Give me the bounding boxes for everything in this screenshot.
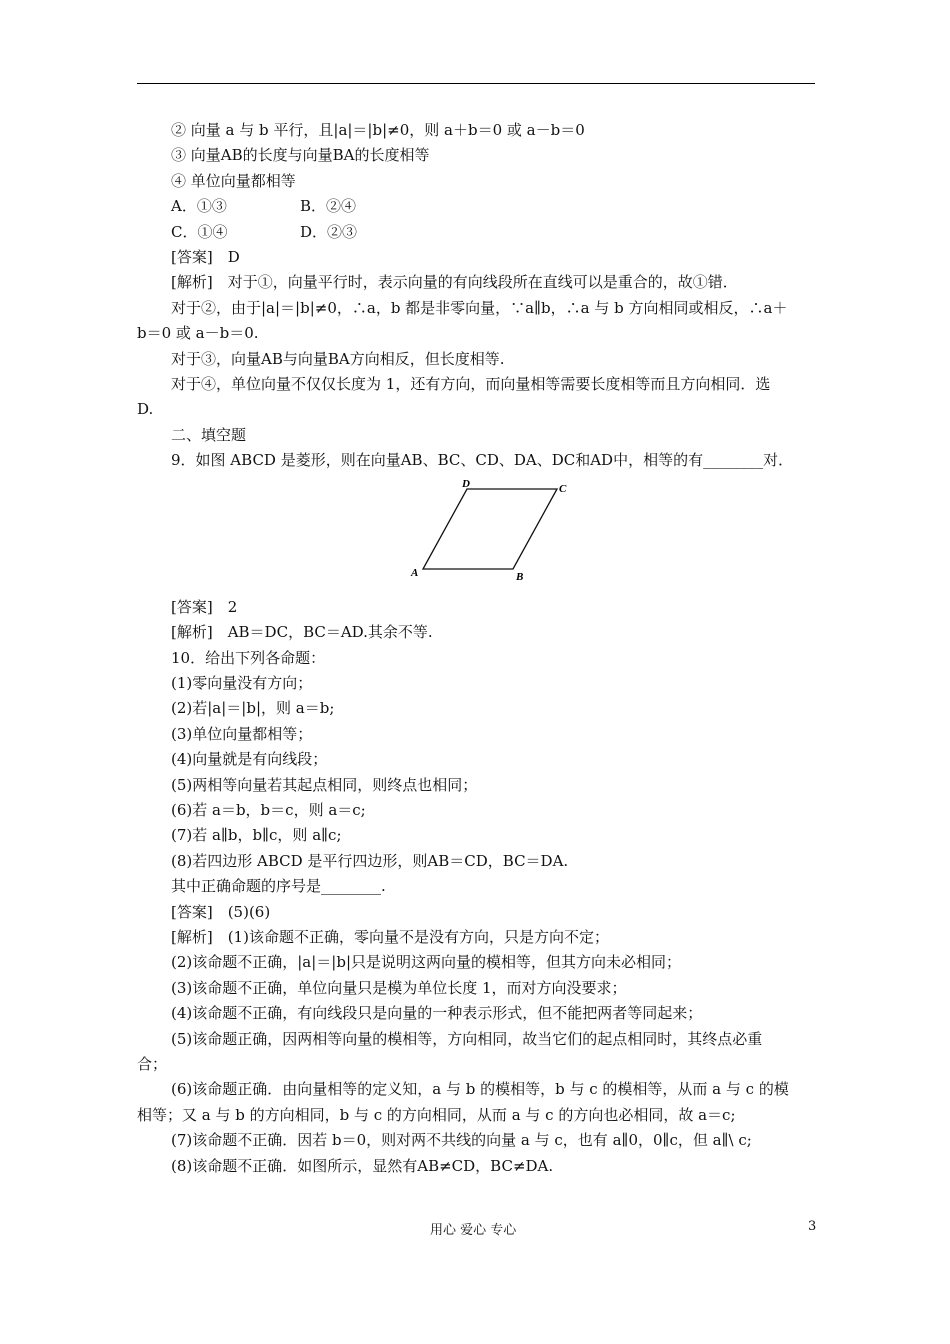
explanation-4: (4)该命题不正确，有向线段只是向量的一种表示形式，但不能把两者等同起来； [171, 1004, 703, 1023]
question-10-prompt: 其中正确命题的序号是________. [171, 877, 386, 896]
proposition-7: (7)若 a∥b，b∥c，则 a∥c; [171, 826, 342, 845]
options-row-2 [137, 220, 815, 245]
footer-motto: 用心 爱心 专心 [430, 1223, 517, 1238]
statement-4: ④ 单位向量都相等 [171, 171, 296, 190]
header-rule [137, 83, 815, 84]
page-number: 3 [808, 1219, 817, 1234]
statement-2: ② 向量 a 与 b 平行，且|a|＝|b|≠0，则 a＋b＝0 或 a－b＝0 [171, 121, 585, 139]
proposition-3: (3)单位向量都相等； [171, 724, 313, 743]
rhombus-shape [423, 489, 557, 569]
analysis-8-line-1: [解析] 对于①，向量平行时，表示向量的有向线段所在直线可以是重合的，故①错． [171, 273, 738, 292]
option-a: A．①③ [171, 197, 227, 216]
answer-9: [答案] 2 [171, 597, 238, 616]
statement-3: ③ 向量AB的长度与向量BA的长度相等 [171, 146, 430, 165]
vertex-label-c: C [559, 482, 567, 495]
answer-8: [答案] D [171, 248, 240, 267]
explanation-6-cont: 相等；又 a 与 b 的方向相同，b 与 c 的方向相同，从而 a 与 c 的方向也必相同，故 a＝c; [137, 1105, 736, 1124]
section-heading: 二、填空题 [171, 425, 247, 444]
proposition-4: (4)向量就是有向线段； [171, 750, 328, 769]
analysis-8-line-4: 对于③，向量AB与向量BA方向相反，但长度相等. [171, 349, 505, 368]
vertex-label-a: A [411, 566, 419, 579]
rhombus-figure [137, 476, 815, 591]
option-d: D．②③ [300, 222, 358, 241]
explanation-5-cont: 合； [137, 1055, 168, 1073]
analysis-8-line-2: 对于②，由于|a|＝|b|≠0，∴a，b 都是非零向量，∵a∥b，∴a 与 b 方向相同或相反，∴a＋ [171, 298, 788, 317]
proposition-8: (8)若四边形 ABCD 是平行四边形，则AB＝CD，BC＝DA. [171, 851, 569, 870]
question-10: 10．给出下列各命题： [171, 648, 326, 667]
explanation-5: (5)该命题正确，因两相等向量的模相等，方向相同，故当它们的起点相同时，其终点必重 [171, 1029, 763, 1048]
analysis-8-line-3: b＝0 或 a－b＝0. [137, 324, 259, 343]
explanation-2: (2)该命题不正确，|a|＝|b|只是说明这两向量的模相等，但其方向未必相同； [171, 953, 682, 972]
explanation-7: (7)该命题不正确．因若 b＝0，则对两不共线的向量 a 与 c，也有 a∥0，0∥c，但 a∥\ c; [171, 1131, 752, 1150]
proposition-2: (2)若|a|＝|b|，则 a＝b; [171, 699, 335, 718]
analysis-8-line-6: D. [137, 400, 154, 419]
vertex-label-d: D [462, 477, 470, 490]
explanation-6: (6)该命题正确．由向量相等的定义知，a 与 b 的模相等，b 与 c 的模相等，从而 a 与 c 的模 [171, 1080, 789, 1099]
rhombus-diagram [407, 476, 587, 588]
question-9: 9．如图 ABCD 是菱形，则在向量AB、BC、CD、DA、DC和AD中，相等的有________对． [171, 451, 794, 470]
option-b: B．②④ [300, 197, 357, 216]
vertex-label-b: B [516, 570, 524, 583]
analysis-9: [解析] AB＝DC，BC＝AD.其余不等. [171, 623, 433, 642]
analysis-8-line-5: 对于④，单位向量不仅仅长度为 1，还有方向，而向量相等需要长度相等而且方向相同．选 [171, 375, 771, 394]
proposition-5: (5)两相等向量若其起点相同，则终点也相同； [171, 775, 478, 794]
explanation-3: (3)该命题不正确，单位向量只是模为单位长度 1，而对方向没要求； [171, 978, 627, 997]
explanation-1: [解析] (1)该命题不正确，零向量不是没有方向，只是方向不定； [171, 927, 609, 946]
explanation-8: (8)该命题不正确．如图所示，显然有AB≠CD，BC≠DA. [171, 1156, 554, 1175]
option-c: C．①④ [171, 222, 228, 241]
proposition-6: (6)若 a＝b，b＝c，则 a＝c; [171, 800, 366, 819]
answer-10: [答案] (5)(6) [171, 902, 271, 921]
options-row-1 [137, 194, 815, 219]
document-body [137, 118, 815, 1179]
proposition-1: (1)零向量没有方向； [171, 673, 313, 692]
